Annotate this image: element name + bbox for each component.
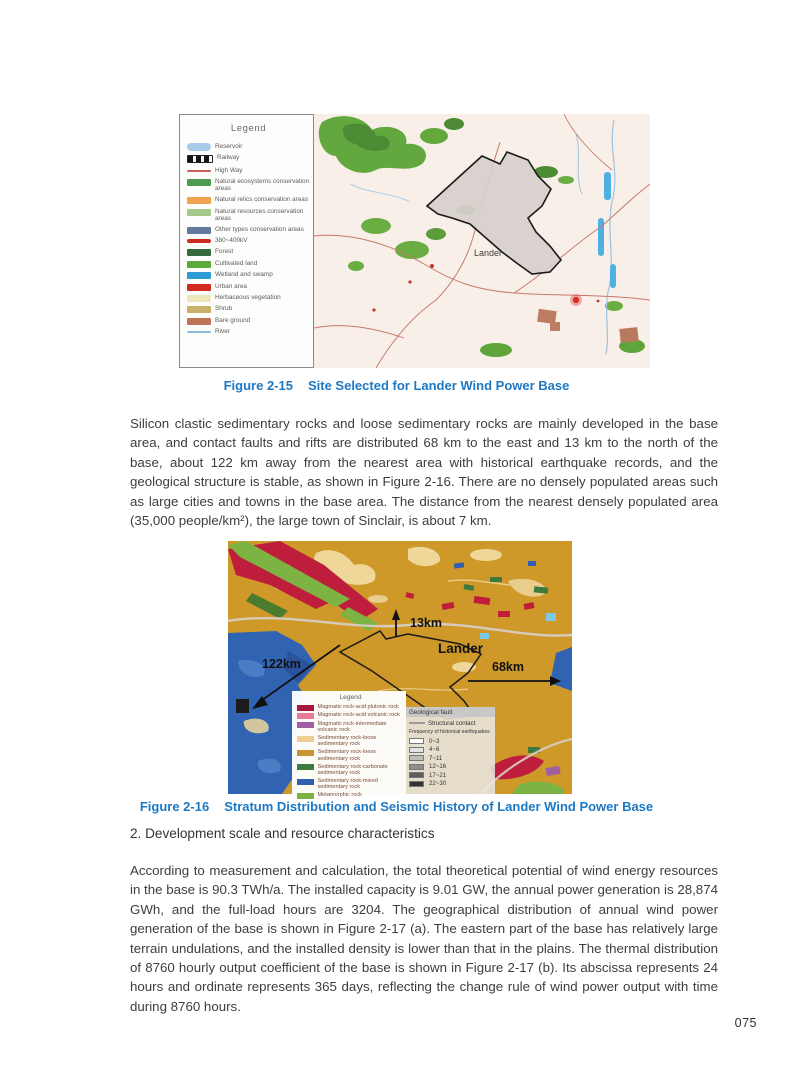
section-heading: 2. Development scale and resource characteristics [130, 826, 435, 841]
legend-title: Legend [230, 123, 267, 134]
legend-swatch [297, 722, 314, 728]
figure-2-15 [179, 114, 650, 368]
legend-swatch [297, 764, 314, 770]
legend-item: 4~6 [409, 746, 492, 753]
legend-item: 7~11 [409, 755, 492, 762]
legend-item: Metamorphic rock [297, 792, 404, 799]
legend-swatch [409, 747, 424, 753]
legend-swatch [187, 239, 211, 243]
legend-item: 0~3 [409, 738, 492, 745]
legend-swatch [187, 179, 211, 186]
legend-item: Sedimentary rock-carbonate sedimentary rock [297, 764, 404, 777]
distance-north-label: 13km [410, 616, 442, 630]
legend-swatch [409, 738, 424, 744]
legend-item: 22~30 [409, 780, 492, 787]
legend-swatch [297, 736, 314, 742]
legend-title: Legend [339, 694, 362, 701]
page-number: 075 [734, 1016, 757, 1030]
paragraph-geology: Silicon clastic sedimentary rocks and loose sedimentary rocks are mainly developed in the base area, and contact faults and rifts are distributed 68 km to the east and 13 km to the north of the base, about 122 km away from the nearest area with historical earthquake records, and the geological structure is stable, as shown in Figure 2-16. There are no densely populated areas such as large cities and towns in the base area. The distance from the nearest densely populated area (35,000 people/km²), the large town of Sinclair, is about 7 km. [130, 416, 718, 529]
legend-swatch [409, 764, 424, 770]
legend-item: Sedimentary rock-loose sedimentary rock [297, 735, 404, 748]
legend-item: Forest [187, 248, 310, 256]
legend-swatch [187, 197, 211, 204]
legend-item: 380~400kV [187, 237, 310, 245]
legend-item: Wetland and swamp [187, 271, 310, 279]
legend-item: Natural resources conservation areas [187, 208, 310, 223]
figure-2-15-caption: Figure 2-15 Site Selected for Lander Wind Power Base [223, 378, 570, 393]
legend-item: Cultivated land [187, 260, 310, 268]
legend-item: Magmatic rock-intermediate volcanic rock [297, 721, 404, 734]
figure-2-16-caption: Figure 2-16 Stratum Distribution and Seismic History of Lander Wind Power Base [139, 799, 654, 814]
legend-item: High Way [187, 167, 310, 175]
site-map-2-15 [314, 114, 650, 368]
legend-item: Other types conservation areas [187, 226, 310, 234]
railway-swatch [187, 155, 213, 163]
legend-item: 17~21 [409, 772, 492, 779]
legend-swatch [187, 261, 211, 268]
legend-swatch [187, 170, 211, 172]
legend-swatch [409, 781, 424, 787]
legend-swatch [187, 318, 211, 325]
figure-2-16 [228, 541, 572, 798]
legend-item: Railway [187, 154, 310, 163]
legend-swatch [187, 331, 211, 333]
legend-item: Urban area [187, 283, 310, 291]
legend-swatch [187, 143, 211, 151]
figure-2-16-legend [292, 691, 406, 798]
legend-item: Natural relics conservation areas [187, 196, 310, 204]
legend-item: Sedimentary rock-loess sedimentary rock [297, 749, 404, 762]
paragraph-resources: According to measurement and calculation, the total theoretical potential of wind energy resources in the base is 90.3 TWh/a. The installed capacity is 9.01 GW, the annual power generation is 28,874 GWh, and the full-load hours are 3204. The geographical distribution of annual wind power generation of the base is shown in Figure 2-17 (a). The eastern part of the base has relatively large terrain undulations, and the installed density is lower than that in the plains. The thermal distribution of 8760 hourly output coefficient of the base is shown in Figure 2-17 (b). Its abscissa represents 24 hours and ordinate represents 365 days, reflecting the change rule of wind power output with time during 8760 hours. [130, 863, 718, 1014]
legend-item: River [187, 328, 310, 336]
legend-swatch [187, 272, 211, 279]
legend-swatch [297, 750, 314, 756]
legend-item: Shrub [187, 305, 310, 313]
legend-item: Sedimentary rock-mixed sedimentary rock [297, 778, 404, 791]
site-label: Lander [474, 248, 503, 258]
legend-swatch [409, 755, 424, 761]
legend-item: Natural ecosystems conservation areas [187, 178, 310, 193]
legend-swatch [297, 713, 314, 719]
distance-east-label: 68km [492, 660, 524, 674]
legend-swatch [187, 249, 211, 256]
legend-item: Bare ground [187, 317, 310, 325]
seismic-legend [406, 707, 495, 794]
legend-swatch [297, 793, 314, 799]
figure-2-15-legend [179, 114, 314, 368]
legend-swatch [187, 227, 211, 234]
distance-west-label: 122km [262, 657, 301, 671]
legend-item: Structural contact [409, 720, 492, 727]
frequency-title: Frequency of historical earthquakes [409, 729, 490, 735]
legend-swatch [187, 284, 211, 291]
legend-swatch [297, 705, 314, 711]
legend-swatch [187, 209, 211, 216]
legend-swatch [297, 779, 314, 785]
legend-item: Magmatic rock-acid plutonic rock [297, 704, 404, 711]
legend-item: Herbaceous vegetation [187, 294, 310, 302]
legend-swatch [409, 772, 424, 778]
structural-contact-swatch [409, 722, 425, 724]
legend-item: Magmatic rock-acid volcanic rock [297, 712, 404, 719]
legend-item: Reservoir [187, 143, 310, 151]
geological-fault-header: Geological fault [406, 707, 495, 717]
legend-item: 12~16 [409, 763, 492, 770]
legend-swatch [187, 295, 211, 302]
site-label: Lander [438, 641, 484, 656]
legend-swatch [187, 306, 211, 313]
